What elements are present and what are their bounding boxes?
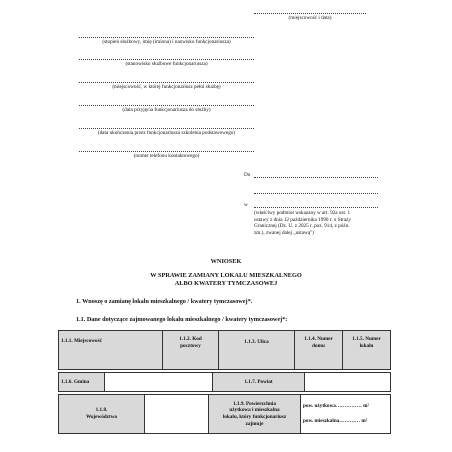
flat-number-label-2: lokalu — [359, 343, 374, 349]
flat-number-label-1: 1.1.5. Numer — [352, 336, 381, 342]
postal-code-label-2: pocztowy — [180, 343, 201, 349]
area-values-cell[interactable] — [301, 395, 391, 434]
area-label-4: zajmuje — [245, 420, 264, 427]
postal-code-header — [163, 331, 219, 370]
residence-table-row-3 — [58, 394, 391, 434]
phone-caption: (numer telefonu kontaktowego) — [133, 153, 200, 159]
to-label: Do — [244, 172, 251, 178]
applicant-position-caption: (stanowisko służbowe funkcjonariusza) — [125, 61, 208, 67]
area-label-2: użytkowa i mieszkalna — [229, 407, 280, 414]
applicant-position-line[interactable] — [79, 59, 254, 60]
street-label: 1.1.3. Ulica — [244, 339, 269, 345]
addressee-note-line-1: (właściwy podmiot wskazany w art. 92a ust. 1 — [254, 210, 351, 216]
place-date-line[interactable] — [254, 13, 366, 14]
house-number-label-2: domu — [312, 343, 325, 349]
street-header — [219, 331, 295, 370]
commune-header — [59, 373, 105, 392]
usable-area-field[interactable]: pow. użytkowa…………… m² — [303, 403, 369, 409]
addressee-city-line[interactable] — [254, 207, 378, 208]
house-number-label-1: 1.1.4. Numer — [304, 336, 333, 342]
addressee-note-line-3: Granicznej (Dz. U. z 2025 r. poz. 914, z późn. — [254, 223, 350, 230]
document-subtitle-1: W SPRAWIE ZAMIANY LOKALU MIESZKALNEGO — [150, 272, 302, 279]
voivodeship-header — [59, 395, 145, 434]
residence-table-row-2 — [58, 372, 391, 392]
residence-table-row-1 — [58, 330, 391, 370]
phone-line[interactable] — [79, 151, 254, 152]
applicant-name-caption: (stopień służbowy, imię (imiona) i nazwisko funkcjonariusza) — [102, 39, 231, 45]
addressee-note-line-2: ustawy z dnia 12 października 1990 r. o Straży — [254, 216, 351, 223]
section-1-heading: 1. Wnoszę o zamianę lokalu mieszkalnego / kwatery tymczasowej*. — [76, 298, 253, 305]
commune-label: 1.1.6. Gmina — [61, 379, 90, 385]
area-header — [209, 395, 301, 434]
county-value-cell[interactable] — [305, 373, 391, 392]
in-label: w — [244, 202, 248, 208]
postal-code-label-1: 1.1.2. Kod — [179, 336, 202, 342]
county-label: 1.1.7. Powiat — [244, 379, 273, 385]
voivodeship-label-1: 1.1.8. — [95, 407, 108, 413]
place-date-caption: (miejscowość i data) — [288, 15, 332, 21]
document-subtitle-2: ALBO KWATERY TYMCZASOWEJ — [174, 280, 278, 287]
addressee-note-line-4: zm.), zwanej dalej „ustawą") — [254, 229, 314, 236]
house-number-header — [295, 331, 343, 370]
service-place-caption: (miejscowość, w której funkcjonariusz pełni służbę) — [112, 84, 221, 90]
document-title: WNIOSEK — [210, 258, 242, 265]
voivodeship-label-2: Województwo — [85, 414, 118, 420]
addressee-note — [254, 210, 384, 236]
commune-value-cell[interactable] — [105, 373, 213, 392]
area-label-1: 1.1.9. Powierzchnia — [233, 400, 276, 407]
training-date-caption: (data ukończenia przez funkcjonariusza szkolenia podstawowego) — [97, 130, 236, 136]
section-1-1-heading: 1.1. Dane dotyczące zajmowanego lokalu mieszkalnego / kwatery tymczasowej*: — [76, 316, 288, 323]
admission-date-caption: (data przyjęcia funkcjonariusza do służby) — [122, 107, 211, 113]
voivodeship-value-cell[interactable] — [145, 395, 209, 434]
county-header — [213, 373, 305, 392]
locality-label: 1.1.1. Miejscowość — [61, 338, 102, 344]
addressee-line-2[interactable] — [254, 193, 378, 194]
admission-date-line[interactable] — [79, 105, 254, 106]
applicant-name-line[interactable] — [79, 37, 254, 38]
living-area-field[interactable]: pow. mieszkalna………… m² — [303, 418, 368, 424]
locality-header — [59, 331, 163, 370]
flat-number-header — [343, 331, 391, 370]
service-place-line[interactable] — [79, 82, 254, 83]
area-label-3: lokalu, który funkcjonariusz — [222, 414, 287, 420]
addressee-line-1[interactable] — [254, 177, 378, 178]
training-date-line[interactable] — [79, 128, 254, 129]
